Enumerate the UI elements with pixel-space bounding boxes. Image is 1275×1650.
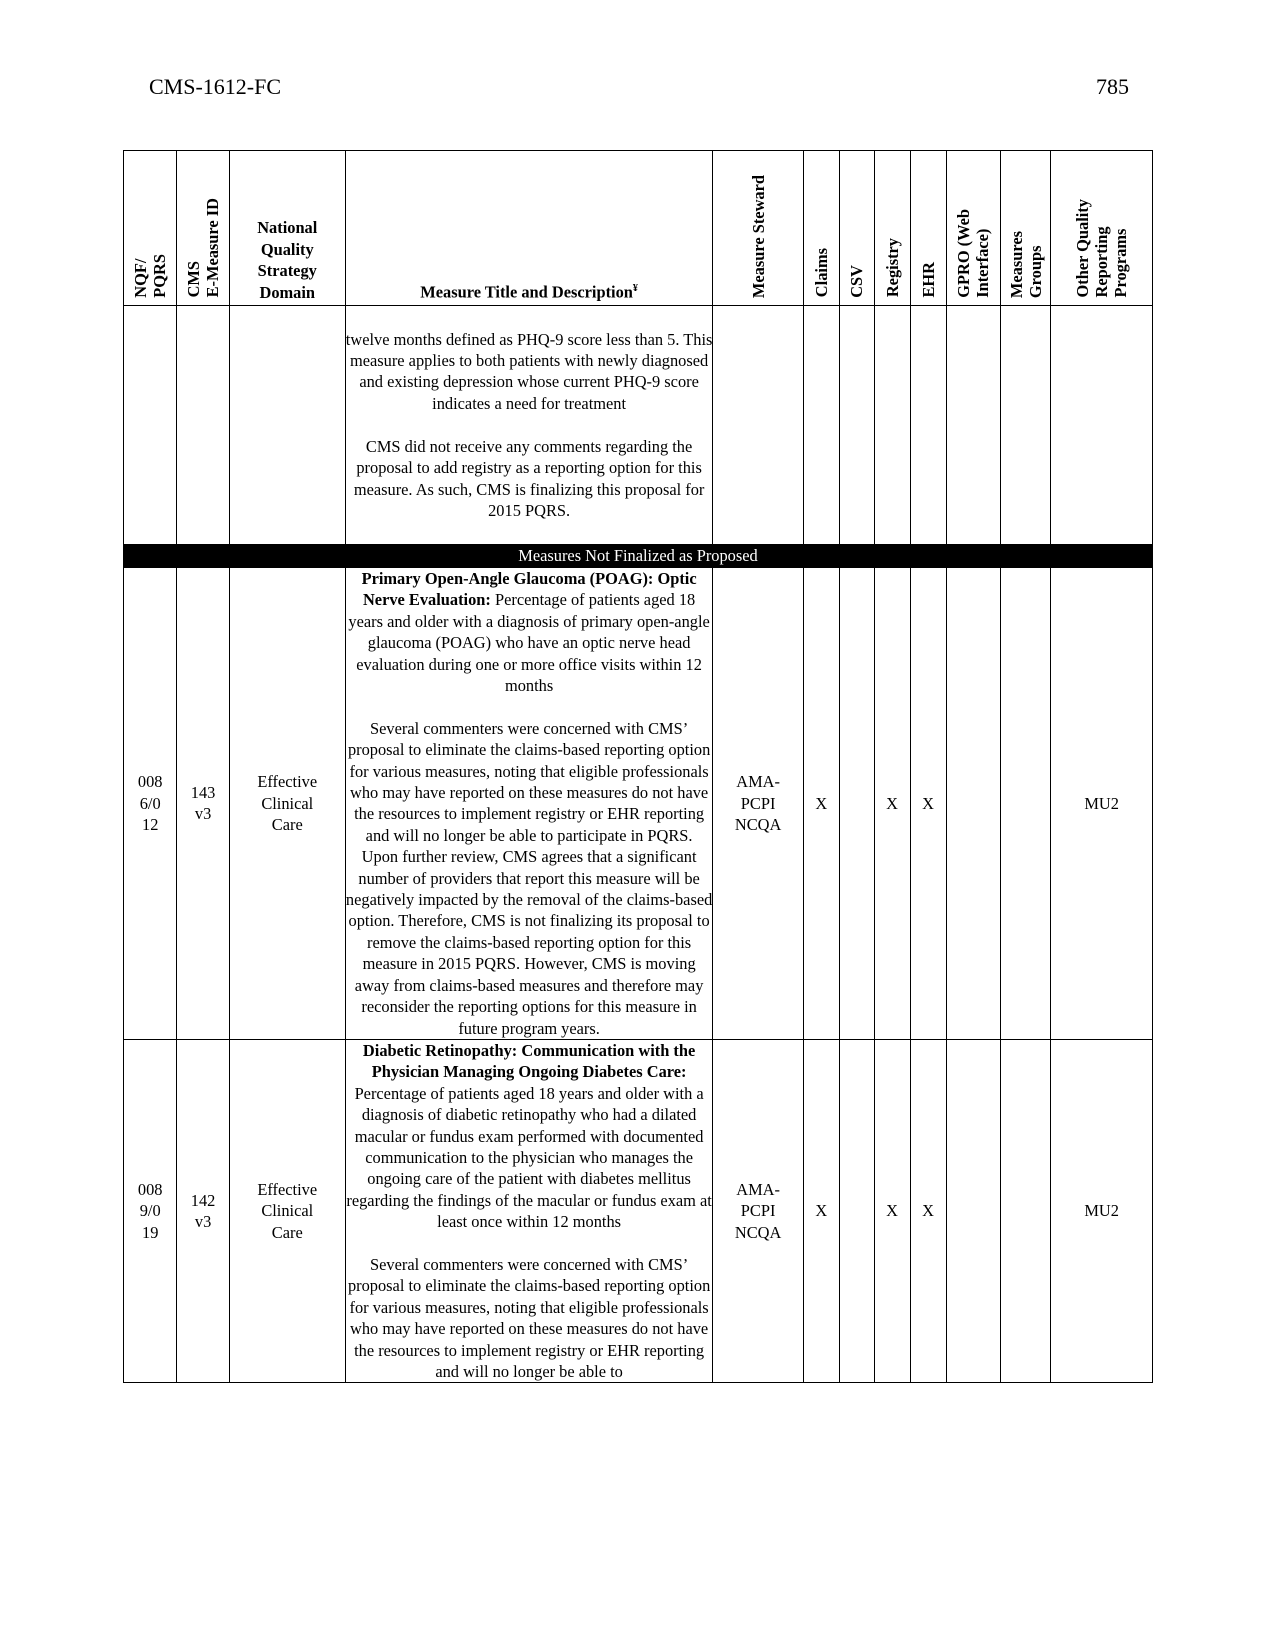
table-row — [124, 568, 1153, 1040]
measure-title: Diabetic Retinopathy: Communication with the Physician Managing Ongoing Diabetes Care: — [362, 1040, 696, 1082]
other-programs-cell: MU2 — [1051, 1039, 1153, 1382]
measure-description: twelve months defined as PHQ-9 score less than 5. This measure applies to both patients with newly diagnosed and existing depression whose current PHQ-9 score indicates a need for treatment CMS did not receive any comments regarding the proposal to add registry as a reporting option for this measure. As such, CMS is finalizing this proposal for 2015 PQRS. — [345, 306, 713, 545]
header-registry: Registry — [874, 151, 910, 306]
nqf-pqrs-cell: 008 9/0 19 — [124, 1039, 177, 1382]
header-nqf-pqrs: NQF/ PQRS — [124, 151, 177, 306]
header-gpro: GPRO (Web Interface) — [946, 151, 1000, 306]
measures-groups-cell — [1000, 1039, 1050, 1382]
measure-description: Diabetic Retinopathy: Communication with the Physician Managing Ongoing Diabetes Care: Percentage of patients aged 18 years and older with a diagnosis of diabetic retinopathy who had a dilated macular or fundus exam performed with documented communication to the physician who manages the ongoing care of the patient with diabetes mellitus regarding the findings of the macular or fundus exam at least once within 12 months Several commenters were concerned with CMS’ proposal to eliminate the claims-based reporting option for various measures, noting that eligible professionals who may have reported on these measures do not have the resources to implement registry or EHR reporting and will no longer be able to — [346, 1040, 712, 1381]
cms-id-cell: 142 v3 — [177, 1039, 229, 1382]
table-row — [124, 306, 1153, 545]
steward-cell: AMA- PCPI NCQA — [713, 1039, 803, 1382]
header-measures-groups: Measures Groups — [1000, 151, 1050, 306]
measures-groups-cell — [1000, 568, 1050, 1040]
page-number: 785 — [1096, 74, 1129, 99]
steward-cell: AMA- PCPI NCQA — [713, 568, 803, 1040]
csv-cell — [839, 1039, 874, 1382]
measure-description: Primary Open-Angle Glaucoma (POAG): Optic Nerve Evaluation: Percentage of patients aged 18 years and older with a diagnosis of primary open-angle glaucoma (POAG) who have an optic nerve head evaluation during one or more office visits within 12 months Several commenters were concerned with CMS’ proposal to eliminate the claims-based reporting option for various measures, noting that eligible professionals who may have reported on these measures do not have the resources to implement registry or EHR reporting and will no longer be able to participate in PQRS. Upon further review, CMS agrees that a significant number of providers that report this measure will be negatively impacted by the removal of the claims-based option. Therefore, CMS is not finalizing its proposal to remove the claims-based reporting option for this measure in 2015 PQRS. However, CMS is moving away from claims-based measures and therefore may reconsider the reporting options for this measure in future program years. — [345, 569, 713, 1038]
claims-cell: X — [803, 1039, 839, 1382]
header-quality-domain: National Quality Strategy Domain — [229, 151, 345, 306]
domain-cell: Effective Clinical Care — [229, 1039, 345, 1382]
csv-cell — [839, 568, 874, 1040]
cms-id-cell: 143 v3 — [177, 568, 229, 1040]
table-row — [124, 1039, 1153, 1382]
measure-comment: Several commenters were concerned with CMS’ proposal to eliminate the claims-based reporting option for various measures, noting that eligible professionals who may have reported on these measures do not have the resources to implement registry or EHR reporting and will no longer be able to — [347, 1254, 711, 1381]
gpro-cell — [946, 1039, 1000, 1382]
table-header-row — [124, 151, 1153, 306]
claims-cell: X — [803, 568, 839, 1040]
gpro-cell — [946, 568, 1000, 1040]
header-csv: CSV — [839, 151, 874, 306]
registry-cell: X — [874, 1039, 910, 1382]
nqf-pqrs-cell: 008 6/0 12 — [124, 568, 177, 1040]
measures-table — [123, 150, 1153, 1383]
ehr-cell: X — [910, 568, 946, 1040]
header-ehr: EHR — [910, 151, 946, 306]
title-footnote-mark: ¥ — [632, 283, 638, 295]
header-measure-title: Measure Title and Description¥ — [345, 151, 713, 306]
registry-cell: X — [874, 568, 910, 1040]
measure-comment: Several commenters were concerned with CMS’ proposal to eliminate the claims-based reporting option for various measures, noting that eligible professionals who may have reported on these measures do not have the resources to implement registry or EHR reporting and will no longer be able to participate in PQRS. Upon further review, CMS agrees that a significant number of providers that report this measure will be negatively impacted by the removal of the claims-based option. Therefore, CMS is not finalizing its proposal to remove the claims-based reporting option for this measure in 2015 PQRS. However, CMS is moving away from claims-based measures and therefore may reconsider the reporting options for this measure in future program years. — [345, 718, 713, 1038]
measure-title: Primary Open-Angle Glaucoma (POAG): Optic Nerve Evaluation: — [361, 569, 697, 610]
section-banner: Measures Not Finalized as Proposed — [124, 545, 1153, 568]
header-claims: Claims — [803, 151, 839, 306]
ehr-cell: X — [910, 1039, 946, 1382]
domain-cell: Effective Clinical Care — [229, 568, 345, 1040]
document-id: CMS-1612-FC — [149, 74, 282, 99]
header-measure-steward: Measure Steward — [713, 151, 803, 306]
header-other-programs: Other Quality Reporting Programs — [1051, 151, 1153, 306]
other-programs-cell: MU2 — [1051, 568, 1153, 1040]
header-cms-emeasure-id: CMS E-Measure ID — [177, 151, 229, 306]
